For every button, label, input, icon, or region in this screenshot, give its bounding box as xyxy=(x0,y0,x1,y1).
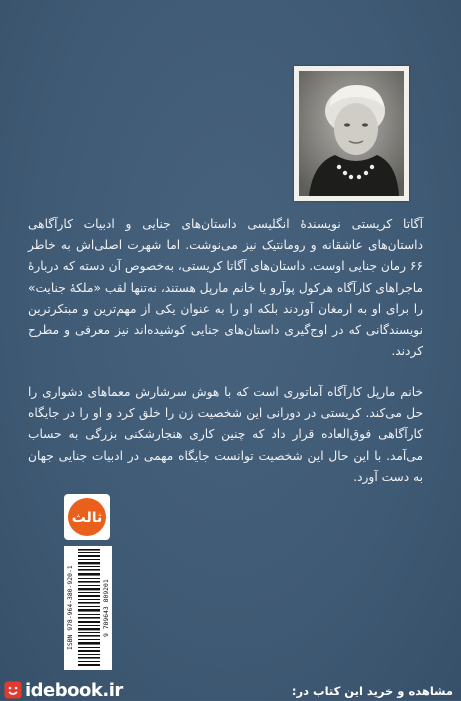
isbn-text: ISBN 978-964-380-920-1 xyxy=(66,565,74,651)
barcode-digits: 9 789643 809201 xyxy=(102,579,110,637)
smiley-book-icon xyxy=(4,681,22,699)
watermark-caption: مشاهده و خرید این کتاب در: xyxy=(291,684,453,698)
watermark-site-name: idebook.ir xyxy=(25,679,123,701)
watermark-logo[interactable] xyxy=(4,681,174,699)
author-portrait-image xyxy=(299,71,404,196)
publisher-logo-text: ثالث xyxy=(71,510,103,526)
author-photo xyxy=(294,66,409,201)
character-description-text: خانم مارپل کارآگاه آماتوری است که با هوش سرشارش معماهای دشواری را حل می‌کند. کریستی در دورانی این شخصیت زن را خلق کرد و او را در جایگاه کارآگاهی فوق‌العاده قرار داد که چنین کاری هنجارشکنی بزرگی به حساب می‌آمد. با این حال این شخصیت توانست جایگاه مهمی در ادبیات جنایی جهان به دست آورد. xyxy=(28,385,423,484)
barcode-bars-icon xyxy=(78,549,100,667)
publisher-logo xyxy=(64,494,110,540)
character-description-paragraph xyxy=(28,382,423,488)
author-bio-text: آگاتا کریستی نویسندهٔ انگلیسی داستان‌های جنایی و ادبیات کارآگاهی داستان‌های عاشقانه و رومانتیک نیز می‌نوشت. اما شهرت اصلی‌اش به خاطر ۶۶ رمان جنایی اوست. داستان‌های آگاتا کریستی، به‌خصوص آن دسته که دربارهٔ ماجراهای کارآگاه هرکول پوآرو یا خانم مارپل هستند، نه‌تنها لقب «ملکهٔ جنایت» را برای او به ارمغان آوردند بلکه او را به عنوان یکی از مهم‌ترین و مبتکرترین نویسندگانی که در اوج‌گیری داستان‌های جنایی کوشیده‌اند نیز معرفی و مطرح کردند. xyxy=(28,217,423,359)
isbn-barcode xyxy=(64,546,112,670)
author-bio-paragraph xyxy=(28,214,423,362)
publisher-logo-icon xyxy=(64,494,110,540)
